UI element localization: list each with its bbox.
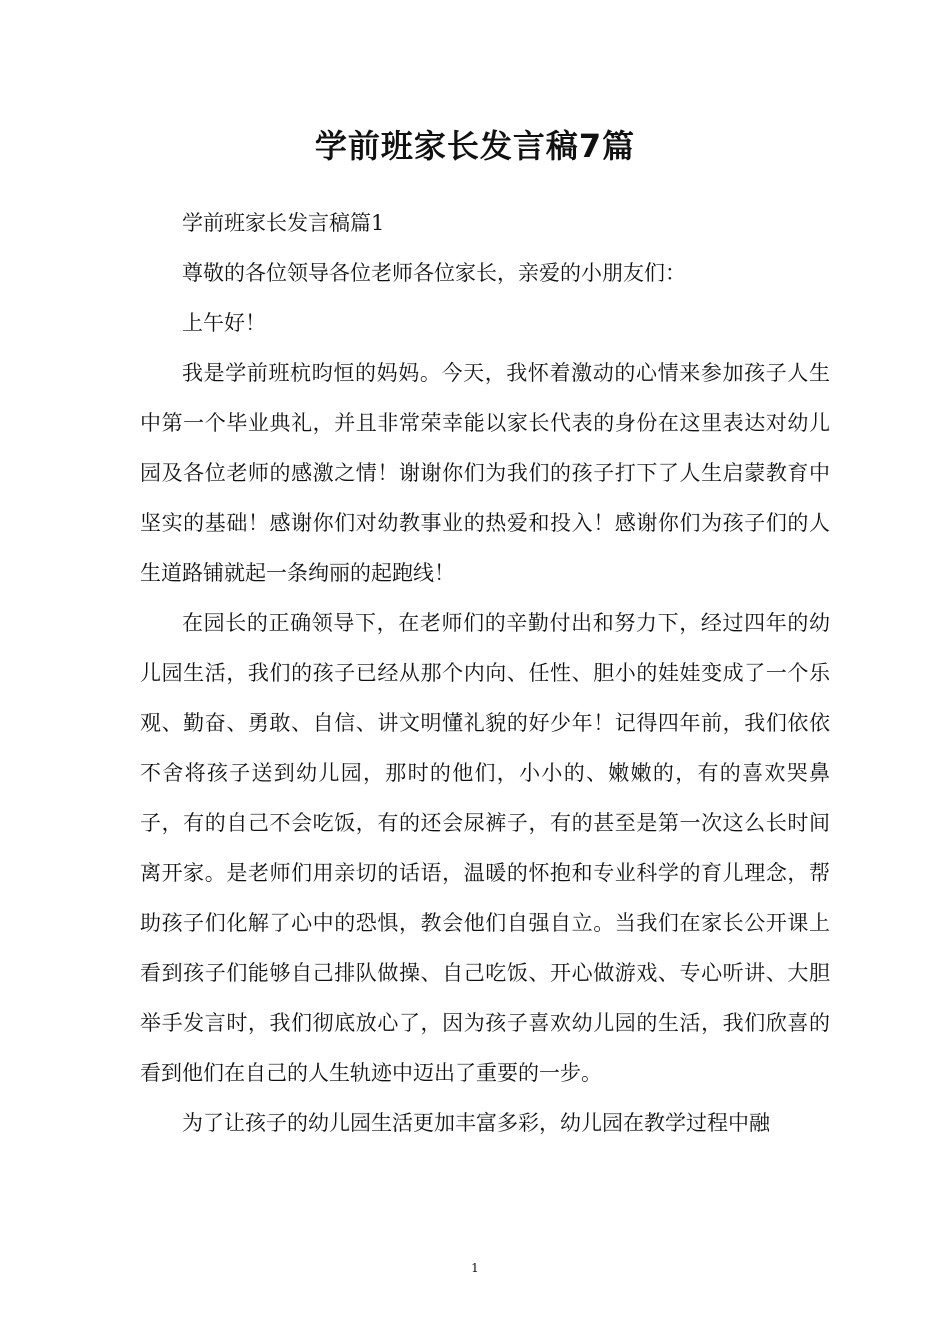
greeting: 上午好！ xyxy=(182,311,266,335)
body-paragraph: 我是学前班杭昀恒的妈妈。今天，我怀着激动的心情来参加孩子人生中第一个毕业典礼，并且非常荣幸能以家长代表的身份在这里表达对幼儿园及各位老师的感激之情！谢谢你们为我们的孩子打下了人生启蒙教育中坚实的基础！感谢你们对幼教事业的热爱和投入！感谢你们为孩子们的人生道路铺就起一条绚丽的起跑线！ xyxy=(140,361,830,585)
page-number: 1 xyxy=(471,1261,479,1275)
section-heading: 学前班家长发言稿篇1 xyxy=(182,211,385,235)
salutation: 尊敬的各位领导各位老师各位家长，亲爱的小朋友们： xyxy=(182,261,686,285)
document-body xyxy=(140,198,830,1148)
body-paragraph: 在园长的正确领导下，在老师们的辛勤付出和努力下，经过四年的幼儿园生活，我们的孩子已经从那个内向、任性、胆小的娃娃变成了一个乐观、勤奋、勇敢、自信、讲文明懂礼貌的好少年！记得四年前，我们依依不舍将孩子送到幼儿园，那时的他们，小小的、嫩嫩的，有的喜欢哭鼻子，有的自己不会吃饭，有的还会尿裤子，有的甚至是第一次这么长时间离开家。是老师们用亲切的话语，温暖的怀抱和专业科学的育儿理念，帮助孩子们化解了心中的恐惧，教会他们自强自立。当我们在家长公开课上看到孩子们能够自己排队做操、自己吃饭、开心做游戏、专心听讲、大胆举手发言时，我们彻底放心了，因为孩子喜欢幼儿园的生活，我们欣喜的看到他们在自己的人生轨迹中迈出了重要的一步。 xyxy=(140,611,830,1085)
body-paragraph: 为了让孩子的幼儿园生活更加丰富多彩，幼儿园在教学过程中融 xyxy=(182,1111,770,1135)
document-title: 学前班家长发言稿7篇 xyxy=(314,127,636,165)
